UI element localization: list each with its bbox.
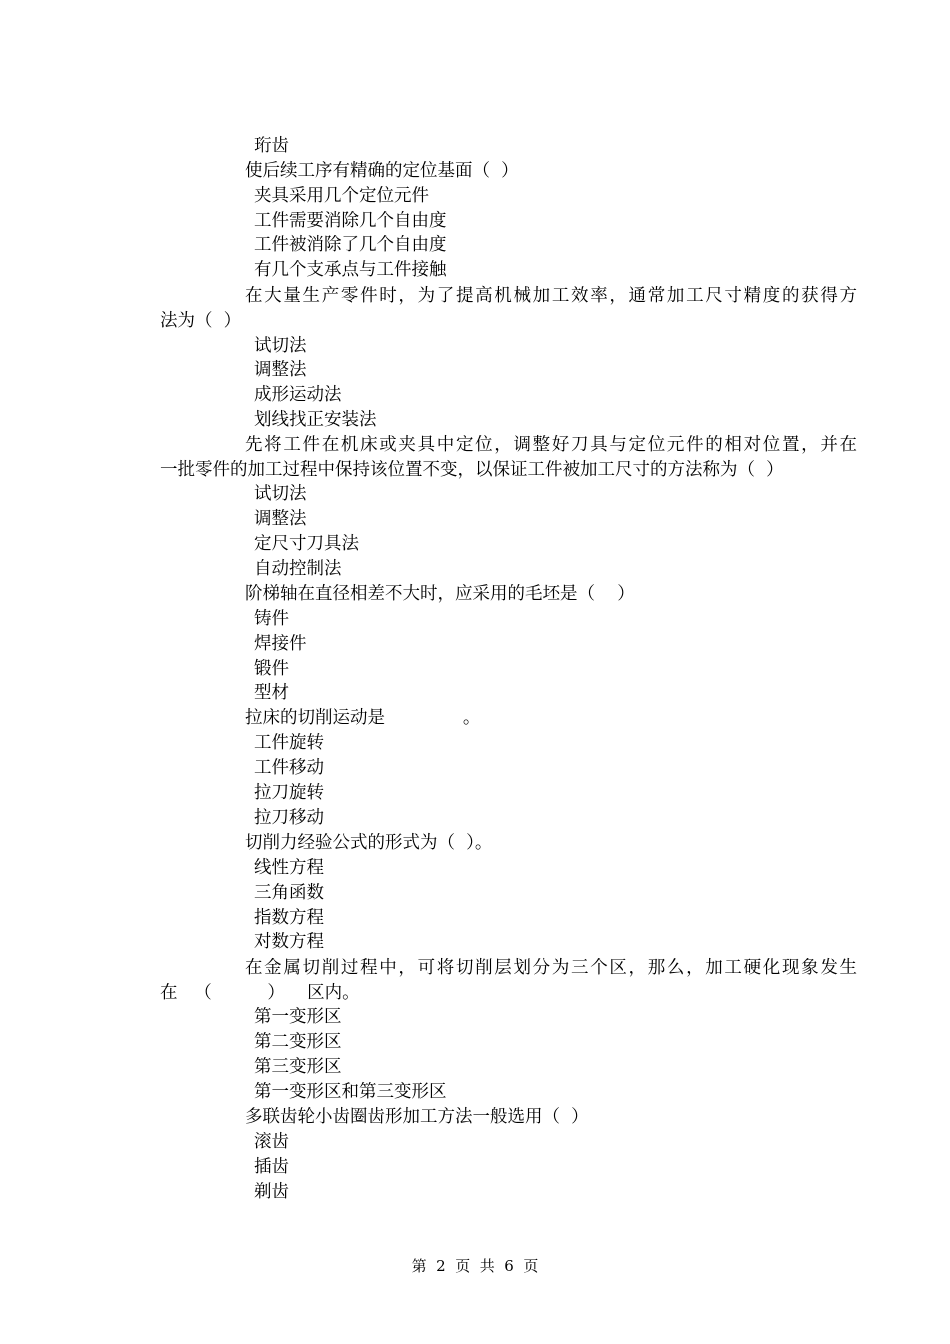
option-text: 工件被消除了几个自由度 bbox=[254, 235, 447, 255]
option-text: 指数方程 bbox=[254, 908, 324, 928]
option-text: 对数方程 bbox=[254, 932, 324, 952]
question-text: 先将工件在机床或夹具中定位，调整好刀具与定位元件的相对位置，并在 bbox=[245, 435, 857, 455]
option-text: 第一变形区和第三变形区 bbox=[254, 1082, 447, 1102]
option-text: 插齿 bbox=[254, 1157, 289, 1177]
option-text: 第二变形区 bbox=[254, 1032, 342, 1052]
option-text: 拉刀移动 bbox=[254, 808, 324, 828]
question-text: 拉床的切削运动是 。 bbox=[245, 708, 481, 728]
question-text: 阶梯轴在直径相差不大时，应采用的毛坯是（ ） bbox=[245, 584, 635, 604]
option-text: 珩齿 bbox=[254, 136, 289, 156]
option-text: 滚齿 bbox=[254, 1132, 289, 1152]
option-text: 调整法 bbox=[254, 509, 307, 529]
option-text: 第三变形区 bbox=[254, 1057, 342, 1077]
option-text: 焊接件 bbox=[254, 634, 307, 654]
option-text: 自动控制法 bbox=[254, 559, 342, 579]
question-text: 切削力经验公式的形式为（ ）。 bbox=[245, 833, 493, 853]
option-text: 定尺寸刀具法 bbox=[254, 534, 359, 554]
option-text: 试切法 bbox=[254, 336, 307, 356]
option-text: 工件需要消除几个自由度 bbox=[254, 211, 447, 231]
option-text: 型材 bbox=[254, 683, 289, 703]
option-text: 线性方程 bbox=[254, 858, 324, 878]
question-text-continued: 一批零件的加工过程中保持该位置不变，以保证工件被加工尺寸的方法称为（ ） bbox=[160, 460, 784, 480]
option-text: 三角函数 bbox=[254, 883, 324, 903]
page-number-footer: 第 2 页 共 6 页 bbox=[411, 1257, 539, 1275]
question-text-continued: 在 （ ） 区内。 bbox=[160, 983, 360, 1003]
option-text: 夹具采用几个定位元件 bbox=[254, 186, 429, 206]
question-text: 多联齿轮小齿圈齿形加工方法一般选用（ ） bbox=[245, 1107, 589, 1127]
option-text: 锻件 bbox=[254, 659, 289, 679]
option-text: 成形运动法 bbox=[254, 385, 342, 405]
question-text: 使后续工序有精确的定位基面（ ） bbox=[245, 161, 519, 181]
option-text: 剃齿 bbox=[254, 1182, 289, 1202]
question-text-continued: 法为（ ） bbox=[160, 311, 242, 331]
option-text: 铸件 bbox=[254, 609, 289, 629]
option-text: 调整法 bbox=[254, 360, 307, 380]
option-text: 试切法 bbox=[254, 484, 307, 504]
option-text: 工件移动 bbox=[254, 758, 324, 778]
question-text: 在大量生产零件时，为了提高机械加工效率，通常加工尺寸精度的获得方 bbox=[245, 286, 857, 306]
option-text: 工件旋转 bbox=[254, 733, 324, 753]
question-text: 在金属切削过程中，可将切削层划分为三个区，那么，加工硬化现象发生 bbox=[245, 958, 857, 978]
option-text: 划线找正安装法 bbox=[254, 410, 377, 430]
option-text: 第一变形区 bbox=[254, 1007, 342, 1027]
option-text: 拉刀旋转 bbox=[254, 783, 324, 803]
option-text: 有几个支承点与工件接触 bbox=[254, 260, 447, 280]
